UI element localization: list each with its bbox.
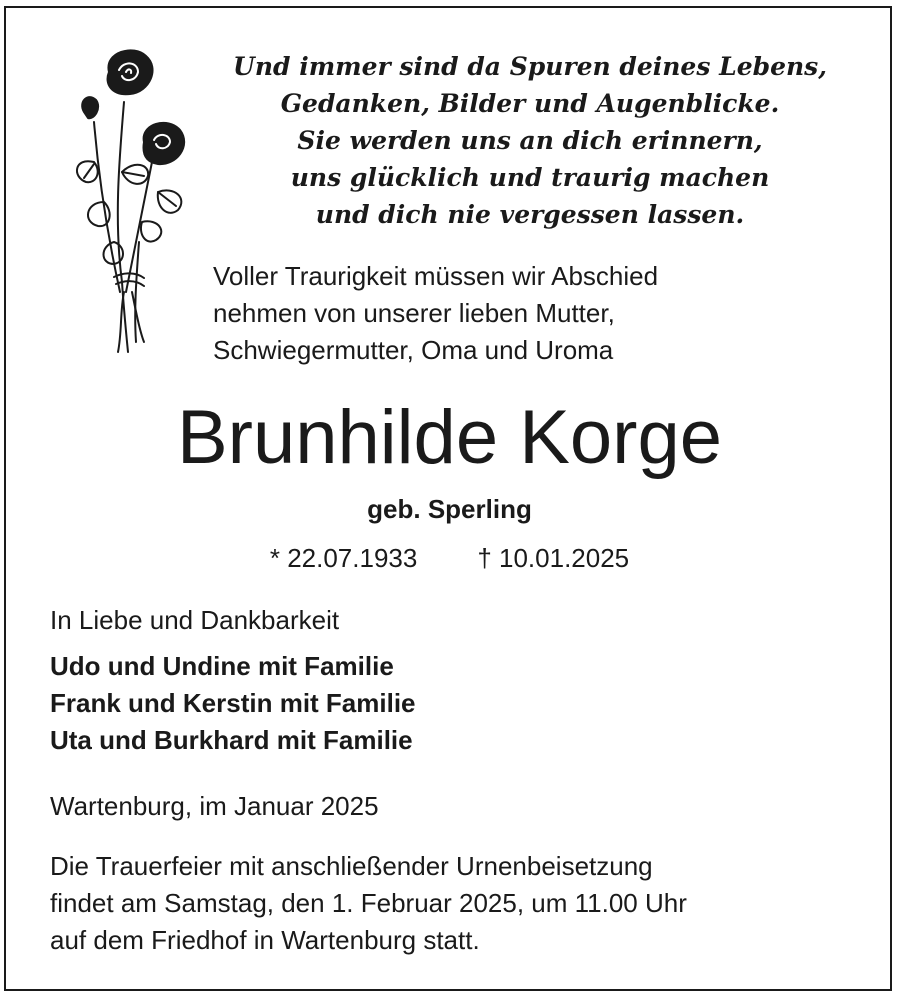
intro-line: nehmen von unserer lieben Mutter, — [213, 298, 615, 328]
love-line: In Liebe und Dankbarkeit — [50, 605, 340, 635]
rose-bouquet-icon — [64, 42, 204, 362]
intro-line: Schwiegermutter, Oma und Uroma — [213, 335, 614, 365]
death-date: † 10.01.2025 — [477, 543, 630, 573]
funeral-notice — [50, 848, 687, 959]
notice-line: auf dem Friedhof in Wartenburg statt. — [50, 925, 480, 955]
family-name: Frank und Kerstin mit Familie — [50, 688, 416, 718]
poem-line: Und immer sind da Spuren deines Lebens, — [233, 52, 827, 81]
life-dates — [0, 540, 899, 576]
family-list — [50, 648, 416, 759]
family-name: Uta und Burkhard mit Familie — [50, 725, 413, 755]
deceased-name: Brunhilde Korge — [176, 395, 723, 480]
intro-line: Voller Traurigkeit müssen wir Abschied — [213, 261, 659, 291]
poem-line: und dich nie vergessen lassen. — [315, 200, 745, 229]
poem-line: Sie werden uns an dich erinnern, — [297, 126, 763, 155]
poem-line: Gedanken, Bilder und Augenblicke. — [280, 89, 780, 118]
place-date: Wartenburg, im Januar 2025 — [50, 791, 379, 821]
birth-date: * 22.07.1933 — [269, 543, 418, 573]
family-name: Udo und Undine mit Familie — [50, 651, 394, 681]
intro-text — [213, 258, 658, 369]
poem-line: uns glücklich und traurig machen — [290, 163, 770, 192]
maiden-name: geb. Sperling — [367, 494, 532, 524]
notice-line: findet am Samstag, den 1. Februar 2025, um 11.00 Uhr — [50, 888, 687, 918]
poem — [230, 48, 830, 233]
notice-line: Die Trauerfeier mit anschließender Urnenbeisetzung — [50, 851, 653, 881]
